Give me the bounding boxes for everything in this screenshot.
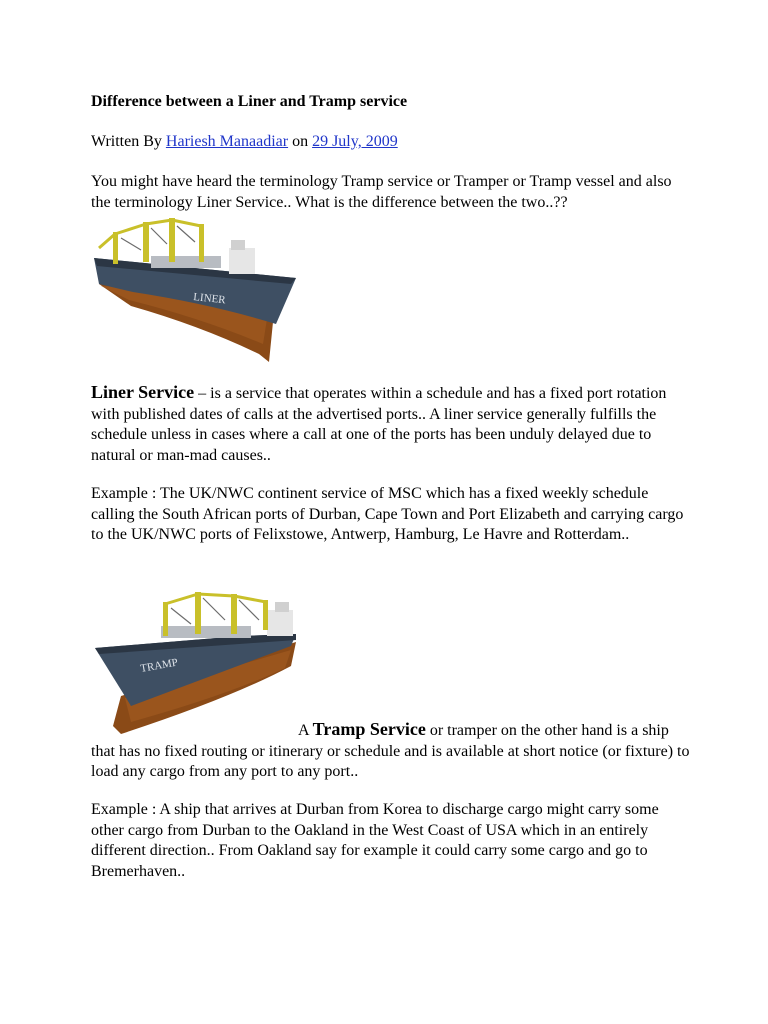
article-title: Difference between a Liner and Tramp service	[91, 93, 408, 110]
liner-definition	[91, 382, 691, 466]
liner-ship-label: LINER	[192, 291, 227, 307]
liner-definition-text: – is a service that operates within a schedule and has a fixed port rotation with published dates of calls at the advertised ports.. A liner service generally fulfills the schedule unless in cases where a call at one of the ports has been unduly delayed due to natural or man-mad causes..	[91, 385, 667, 464]
byline-middle: on	[288, 133, 313, 150]
liner-term: Liner Service	[91, 382, 195, 402]
tramp-definition-text: or tramper on the other hand is a ship that has no fixed routing or itinerary or schedule and is available at short notice (or fixture) to load any cargo from any port to any port..	[91, 722, 690, 780]
tramp-definition	[91, 719, 691, 783]
liner-example: Example : The UK/NWC continent service of MSC which has a fixed weekly schedule calling the South African ports of Durban, Cape Town and Port Elizabeth and carrying cargo to the UK/NWC ports of Felixstowe, Antwerp, Hamburg, Le Havre and Rotterdam..	[91, 485, 684, 543]
tramp-ship-label: TRAMP	[139, 656, 179, 675]
tramp-article-word: A	[298, 722, 313, 739]
byline	[91, 133, 398, 151]
tramp-ship-image	[91, 586, 301, 736]
liner-ship-image	[91, 214, 301, 364]
intro-paragraph: You might have heard the terminology Tramp service or Tramper or Tramp vessel and also the terminology Liner Service.. What is the difference between the two..??	[91, 173, 672, 211]
author-link[interactable]: Hariesh Manaadiar	[165, 133, 289, 150]
byline-prefix: Written By	[91, 133, 166, 150]
tramp-term: Tramp Service	[312, 719, 426, 739]
date-link[interactable]: 29 July, 2009	[312, 133, 398, 150]
tramp-example: Example : A ship that arrives at Durban from Korea to discharge cargo might carry some other cargo from Durban to the Oakland in the West Coast of USA which in an entirely different direction.. From Oakland say for example it could carry some cargo and go to Bremerhaven..	[91, 801, 659, 880]
